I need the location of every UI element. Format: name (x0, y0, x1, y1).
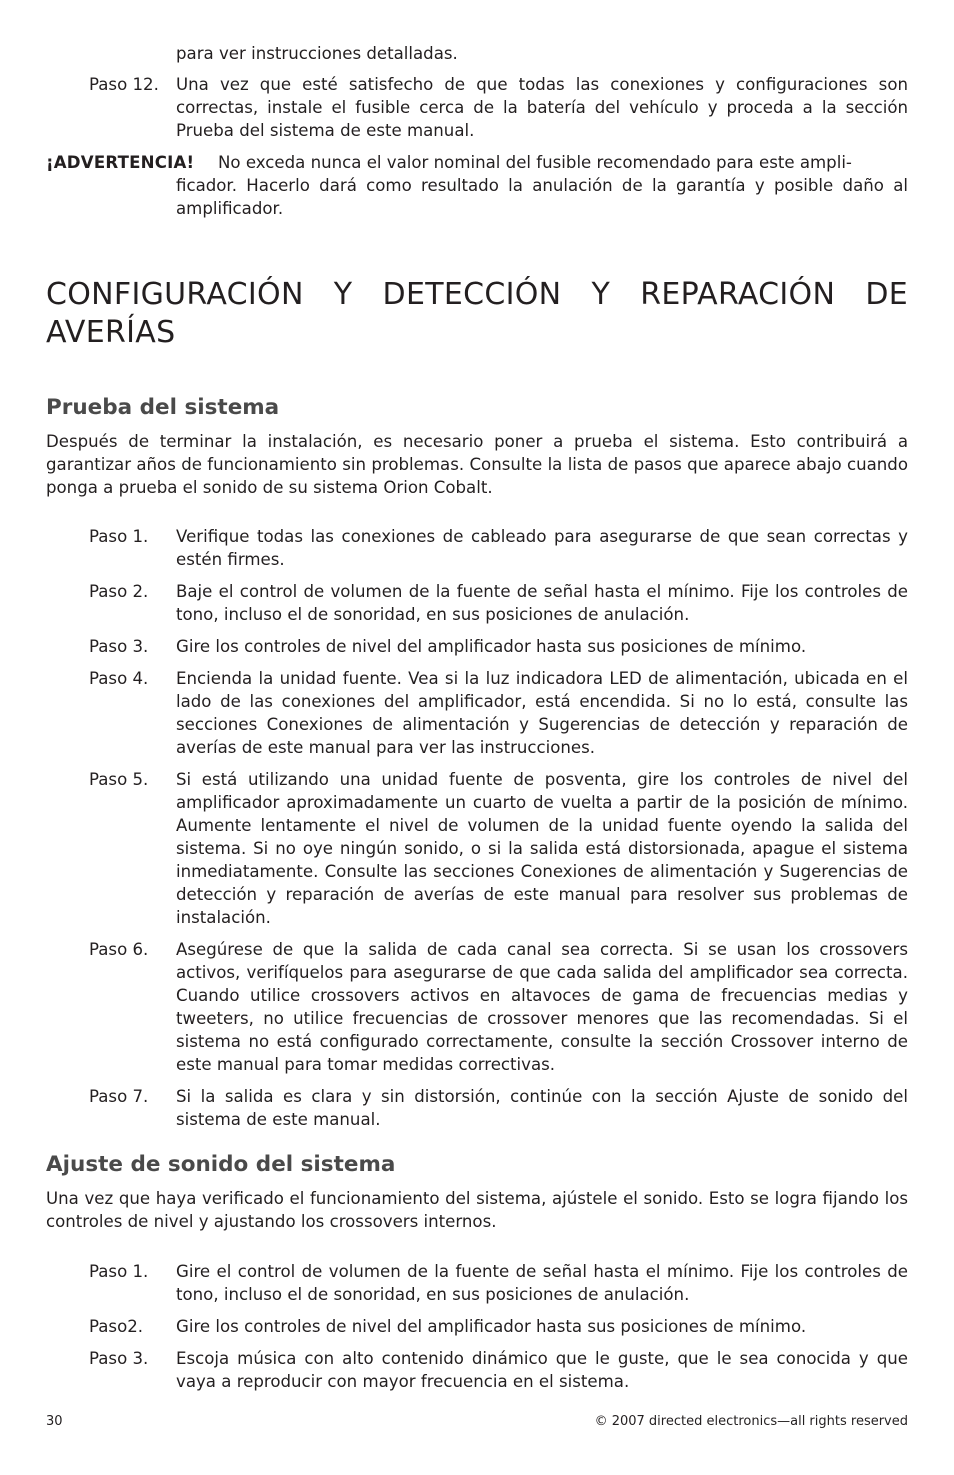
step-text: Verifique todas las conexiones de cableado para asegurarse de que sean correctas y estén firmes. (176, 527, 908, 569)
ajuste-intro: Una vez que haya verificado el funcionamiento del sistema, ajústele el sonido. Esto se logra fijando los controles de nivel y ajustando los crossovers internos. (46, 1189, 908, 1231)
prueba-step (89, 635, 908, 658)
step-label: Paso 5. (89, 770, 149, 789)
step-label: Paso 1. (89, 1262, 149, 1281)
warning-block (46, 151, 908, 220)
prueba-intro: Después de terminar la instalación, es necesario poner a prueba el sistema. Esto contribuirá a garantizar años de funcionamiento sin problemas. Consulte la lista de pasos que aparece abajo cuando ponga a prueba el sonido de su sistema Orion Cobalt. (46, 432, 908, 497)
step-label: Paso 4. (89, 669, 149, 688)
warning-label: ¡ADVERTENCIA! (46, 153, 195, 172)
prueba-step (89, 580, 908, 626)
step-label: Paso 3. (89, 1349, 149, 1368)
prueba-step (89, 938, 908, 1076)
prueba-steps (89, 525, 908, 1140)
step-text: Gire el control de volumen de la fuente de señal hasta el mínimo. Fije los controles de tono, incluso el de sonoridad, en sus posiciones de anulación. (176, 1262, 908, 1304)
ajuste-step (89, 1315, 908, 1338)
step-text: Gire los controles de nivel del amplificador hasta sus posiciones de mínimo. (176, 637, 807, 656)
ajuste-steps (89, 1260, 908, 1402)
step-label: Paso2. (89, 1317, 144, 1336)
step-12 (89, 73, 908, 142)
prueba-step (89, 1085, 908, 1131)
ajuste-step (89, 1347, 908, 1393)
step-text: Una vez que esté satisfecho de que todas las conexiones y configuraciones son correctas, instale el fusible cerca de la batería del vehículo y proceda a la sección Prueba del sistema de este manual. (176, 75, 908, 140)
continuation-text: para ver instrucciones detalladas. (176, 44, 458, 63)
step-text: Si la salida es clara y sin distorsión, continúe con la sección Ajuste de sonido del sistema de este manual. (176, 1087, 908, 1129)
warning-text-rest: ficador. Hacerlo dará como resultado la anulación de la garantía y posible daño al amplificador. (176, 176, 908, 218)
step-label: Paso 3. (89, 637, 149, 656)
step-label: Paso 6. (89, 940, 149, 959)
step-text: Si está utilizando una unidad fuente de posventa, gire los controles de nivel del amplificador aproximadamente un cuarto de vuelta a partir de la posición de mínimo. Aumente lentamente el nivel de volumen de la unidad fuente oyendo la salida del sistema. Si no oye ningún sonido, o si la salida está distorsionada, apague el sistema inmediatamente. Consulte las secciones Conexiones de alimentación y Sugerencias de detección y reparación de averías de este manual para resolver sus problemas de instalación. (176, 770, 908, 927)
page-number: 30 (46, 1414, 63, 1429)
copyright-notice: © 2007 directed electronics—all rights reserved (594, 1414, 908, 1429)
section-title (46, 276, 908, 352)
ajuste-step (89, 1260, 908, 1306)
step-text: Gire los controles de nivel del amplificador hasta sus posiciones de mínimo. (176, 1317, 807, 1336)
step-text: Asegúrese de que la salida de cada canal sea correcta. Si se usan los crossovers activos, verifíquelos para asegurarse de que cada salida del amplificador sea correcta. Cuando utilice crossovers activos en altavoces de gama de frecuencias medias y tweeters, no utilice frecuencias de crossover menores que las recomendadas. Si el sistema no está configurado correctamente, consulte la sección Crossover interno de este manual para tomar medidas correctivas. (176, 940, 908, 1074)
section-title-text: CONFIGURACIÓN Y DETECCIÓN Y REPARACIÓN DE AVERÍAS (46, 277, 908, 350)
step-label: Paso 12. (89, 75, 159, 94)
step-label: Paso 7. (89, 1087, 149, 1106)
heading-ajuste: Ajuste de sonido del sistema (46, 1152, 396, 1177)
step-text: Escoja música con alto contenido dinámico que le guste, que le sea conocida y que vaya a reproducir con mayor frecuencia en el sistema. (176, 1349, 908, 1391)
step-text: Baje el control de volumen de la fuente de señal hasta el mínimo. Fije los controles de tono, incluso el de sonoridad, en sus posiciones de anulación. (176, 582, 908, 624)
step-label: Paso 2. (89, 582, 149, 601)
prueba-step (89, 525, 908, 571)
prueba-step (89, 768, 908, 929)
step-label: Paso 1. (89, 527, 149, 546)
warning-text-line1: No exceda nunca el valor nominal del fusible recomendado para este ampli- (218, 153, 852, 172)
heading-prueba: Prueba del sistema (46, 395, 280, 420)
prueba-step (89, 667, 908, 759)
warning-text (176, 151, 908, 220)
step-text: Encienda la unidad fuente. Vea si la luz indicadora LED de alimentación, ubicada en el lado de las conexiones del amplificador, está encendida. Si no lo está, consulte las secciones Conexiones de alimentación y Sugerencias de detección y reparación de averías de este manual para ver las instrucciones. (176, 669, 908, 757)
